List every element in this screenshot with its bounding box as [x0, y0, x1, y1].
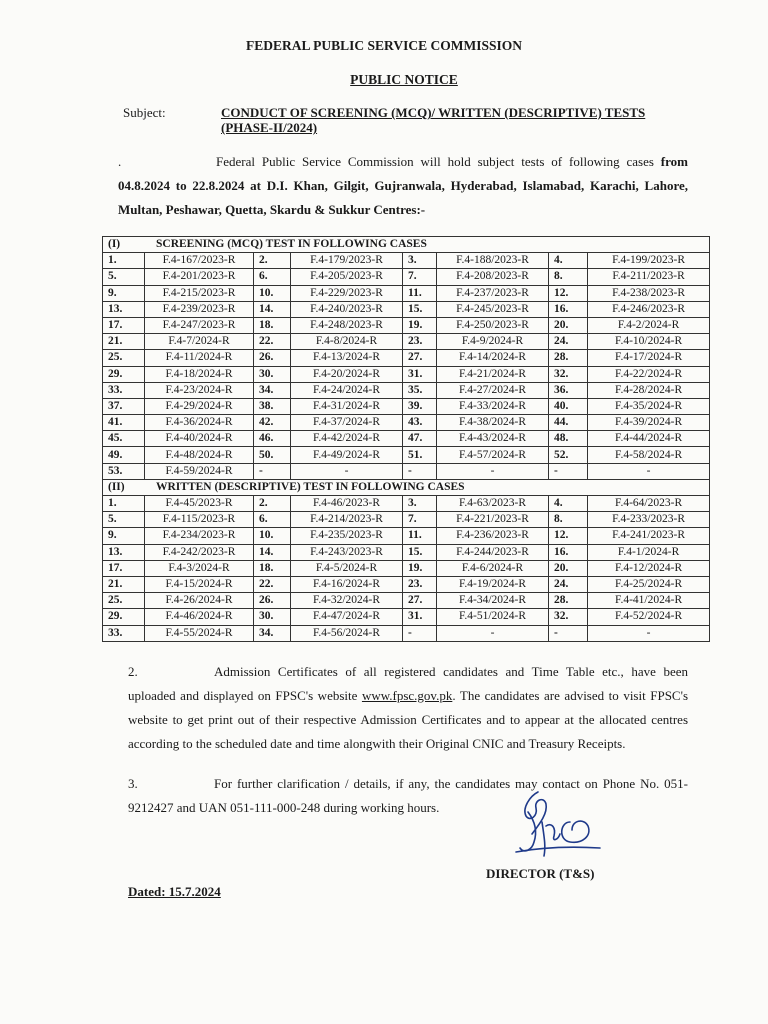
serial-number-cell: 26.: [254, 350, 291, 366]
serial-number-cell: 18.: [254, 560, 291, 576]
table-row: [103, 463, 710, 479]
serial-number-cell: 43.: [403, 415, 437, 431]
serial-number-cell: 35.: [403, 382, 437, 398]
case-number-cell: F.4-211/2023-R: [588, 269, 710, 285]
case-number-cell: F.4-43/2024-R: [437, 431, 549, 447]
case-number-cell: F.4-248/2023-R: [291, 317, 403, 333]
case-number-cell: F.4-233/2023-R: [588, 512, 710, 528]
serial-number-cell: 9.: [103, 528, 145, 544]
written-section-title: WRITTEN (DESCRIPTIVE) TEST IN FOLLOWING CASES: [156, 480, 465, 493]
case-number-cell: F.4-48/2024-R: [145, 447, 254, 463]
case-number-cell: F.4-3/2024-R: [145, 560, 254, 576]
case-number-cell: F.4-42/2024-R: [291, 431, 403, 447]
table-row: [103, 512, 710, 528]
serial-number-cell: 30.: [254, 609, 291, 625]
serial-number-cell: 23.: [403, 576, 437, 592]
case-number-cell: F.4-241/2023-R: [588, 528, 710, 544]
serial-number-cell: 29.: [103, 609, 145, 625]
serial-number-cell: 25.: [103, 350, 145, 366]
case-number-cell: F.4-25/2024-R: [588, 576, 710, 592]
case-number-cell: F.4-6/2024-R: [437, 560, 549, 576]
organization-heading: FEDERAL PUBLIC SERVICE COMMISSION: [246, 38, 522, 53]
serial-number-cell: 32.: [549, 366, 588, 382]
serial-number-cell: 24.: [549, 334, 588, 350]
written-section-header: [103, 479, 710, 495]
serial-number-cell: 15.: [403, 301, 437, 317]
serial-number-cell: 20.: [549, 317, 588, 333]
serial-number-cell: 23.: [403, 334, 437, 350]
serial-number-cell: 4.: [549, 496, 588, 512]
case-number-cell: F.4-45/2023-R: [145, 496, 254, 512]
case-number-cell: F.4-242/2023-R: [145, 544, 254, 560]
fpsc-website-link[interactable]: www.fpsc.gov.pk: [361, 688, 453, 703]
serial-number-cell: 44.: [549, 415, 588, 431]
serial-number-cell: 19.: [403, 317, 437, 333]
signature-image: [508, 782, 608, 864]
serial-number-cell: 53.: [103, 463, 145, 479]
serial-number-cell: 20.: [549, 560, 588, 576]
case-number-cell: F.4-46/2024-R: [145, 609, 254, 625]
case-number-cell: F.4-36/2024-R: [145, 415, 254, 431]
serial-number-cell: 36.: [549, 382, 588, 398]
notice-title: PUBLIC NOTICE: [350, 72, 458, 87]
table-row: [103, 625, 710, 641]
table-row: [103, 447, 710, 463]
case-number-cell: F.4-31/2024-R: [291, 398, 403, 414]
case-number-cell: F.4-188/2023-R: [437, 253, 549, 269]
serial-number-cell: 7.: [403, 269, 437, 285]
case-number-cell: F.4-13/2024-R: [291, 350, 403, 366]
case-number-cell: F.4-38/2024-R: [437, 415, 549, 431]
case-number-cell: F.4-10/2024-R: [588, 334, 710, 350]
table-row: [103, 382, 710, 398]
case-number-cell: F.4-167/2023-R: [145, 253, 254, 269]
case-number-cell: F.4-59/2024-R: [145, 463, 254, 479]
case-number-cell: F.4-27/2024-R: [437, 382, 549, 398]
intro-lead: .: [118, 154, 122, 169]
serial-number-cell: 21.: [103, 576, 145, 592]
serial-number-cell: 10.: [254, 285, 291, 301]
case-number-cell: F.4-250/2023-R: [437, 317, 549, 333]
intro-paragraph: [118, 150, 688, 222]
case-number-cell: F.4-239/2023-R: [145, 301, 254, 317]
case-number-cell: -: [437, 463, 549, 479]
case-number-cell: F.4-63/2023-R: [437, 496, 549, 512]
case-number-cell: F.4-18/2024-R: [145, 366, 254, 382]
serial-number-cell: 13.: [103, 301, 145, 317]
serial-number-cell: 22.: [254, 334, 291, 350]
case-number-cell: F.4-205/2023-R: [291, 269, 403, 285]
serial-number-cell: 45.: [103, 431, 145, 447]
case-number-cell: F.4-243/2023-R: [291, 544, 403, 560]
case-number-cell: F.4-246/2023-R: [588, 301, 710, 317]
serial-number-cell: 46.: [254, 431, 291, 447]
table-row: [103, 350, 710, 366]
serial-number-cell: 28.: [549, 350, 588, 366]
serial-number-cell: 33.: [103, 625, 145, 641]
serial-number-cell: 14.: [254, 301, 291, 317]
case-number-cell: F.4-40/2024-R: [145, 431, 254, 447]
serial-number-cell: 6.: [254, 512, 291, 528]
serial-number-cell: 14.: [254, 544, 291, 560]
case-number-cell: F.4-5/2024-R: [291, 560, 403, 576]
table-row: [103, 317, 710, 333]
case-number-cell: F.4-49/2024-R: [291, 447, 403, 463]
case-number-cell: F.4-39/2024-R: [588, 415, 710, 431]
serial-number-cell: 17.: [103, 317, 145, 333]
case-number-cell: F.4-22/2024-R: [588, 366, 710, 382]
case-number-cell: F.4-234/2023-R: [145, 528, 254, 544]
table-row: [103, 398, 710, 414]
serial-number-cell: 26.: [254, 593, 291, 609]
serial-number-cell: 40.: [549, 398, 588, 414]
case-number-cell: F.4-52/2024-R: [588, 609, 710, 625]
case-number-cell: F.4-20/2024-R: [291, 366, 403, 382]
case-number-cell: F.4-245/2023-R: [437, 301, 549, 317]
serial-number-cell: 17.: [103, 560, 145, 576]
table-row: [103, 253, 710, 269]
serial-number-cell: 12.: [549, 285, 588, 301]
serial-number-cell: 30.: [254, 366, 291, 382]
serial-number-cell: 10.: [254, 528, 291, 544]
serial-number-cell: 11.: [403, 285, 437, 301]
case-number-cell: F.4-58/2024-R: [588, 447, 710, 463]
serial-number-cell: 47.: [403, 431, 437, 447]
case-number-cell: F.4-35/2024-R: [588, 398, 710, 414]
serial-number-cell: 34.: [254, 382, 291, 398]
serial-number-cell: 34.: [254, 625, 291, 641]
case-number-cell: F.4-32/2024-R: [291, 593, 403, 609]
written-section-number: (II): [108, 480, 125, 493]
case-number-cell: F.4-34/2024-R: [437, 593, 549, 609]
serial-number-cell: 51.: [403, 447, 437, 463]
table-row: [103, 301, 710, 317]
serial-number-cell: 16.: [549, 544, 588, 560]
serial-number-cell: 2.: [254, 496, 291, 512]
serial-number-cell: 21.: [103, 334, 145, 350]
intro-text: Federal Public Service Commission will hold subject tests of following cases: [216, 154, 661, 169]
case-number-cell: F.4-46/2023-R: [291, 496, 403, 512]
serial-number-cell: 16.: [549, 301, 588, 317]
serial-number-cell: 41.: [103, 415, 145, 431]
serial-number-cell: 25.: [103, 593, 145, 609]
case-number-cell: F.4-16/2024-R: [291, 576, 403, 592]
serial-number-cell: 29.: [103, 366, 145, 382]
case-number-cell: F.4-33/2024-R: [437, 398, 549, 414]
table-row: [103, 285, 710, 301]
serial-number-cell: 4.: [549, 253, 588, 269]
serial-number-cell: 27.: [403, 593, 437, 609]
case-number-cell: F.4-12/2024-R: [588, 560, 710, 576]
screening-section-number: (I): [108, 238, 121, 251]
serial-number-cell: 49.: [103, 447, 145, 463]
case-number-cell: F.4-2/2024-R: [588, 317, 710, 333]
table-row: [103, 528, 710, 544]
serial-number-cell: 19.: [403, 560, 437, 576]
serial-number-cell: 11.: [403, 528, 437, 544]
case-number-cell: F.4-26/2024-R: [145, 593, 254, 609]
table-row: [103, 334, 710, 350]
case-number-cell: F.4-235/2023-R: [291, 528, 403, 544]
serial-number-cell: 3.: [403, 496, 437, 512]
serial-number-cell: 6.: [254, 269, 291, 285]
subject-text: CONDUCT OF SCREENING (MCQ)/ WRITTEN (DESCRIPTIVE) TESTS (PHASE-II/2024): [221, 105, 646, 135]
serial-number-cell: 15.: [403, 544, 437, 560]
case-number-cell: F.4-15/2024-R: [145, 576, 254, 592]
paragraph-2-text: Admission Certificates of all registered candidates and Time Table etc., have been uploaded and displayed on FPSC's website: [128, 664, 688, 703]
paragraph-2-text-end: . The candidates are advised to visit FPSC's website to get print out of their respective Admission Certificates and to appear at the allocated centres according to the scheduled date and time alongwith their Original CNIC and Treasury Receipts.: [128, 688, 689, 751]
case-number-cell: F.4-47/2024-R: [291, 609, 403, 625]
case-number-cell: F.4-199/2023-R: [588, 253, 710, 269]
signatory-designation: DIRECTOR (T&S): [486, 866, 595, 881]
serial-number-cell: 13.: [103, 544, 145, 560]
case-number-cell: F.4-23/2024-R: [145, 382, 254, 398]
case-number-cell: F.4-201/2023-R: [145, 269, 254, 285]
serial-number-cell: 38.: [254, 398, 291, 414]
case-number-cell: F.4-237/2023-R: [437, 285, 549, 301]
serial-number-cell: 7.: [403, 512, 437, 528]
serial-number-cell: 5.: [103, 512, 145, 528]
serial-number-cell: 9.: [103, 285, 145, 301]
serial-number-cell: 31.: [403, 366, 437, 382]
table-row: [103, 609, 710, 625]
case-number-cell: F.4-14/2024-R: [437, 350, 549, 366]
serial-number-cell: 3.: [403, 253, 437, 269]
serial-number-cell: 27.: [403, 350, 437, 366]
case-number-cell: F.4-238/2023-R: [588, 285, 710, 301]
serial-number-cell: 33.: [103, 382, 145, 398]
case-number-cell: -: [588, 625, 710, 641]
table-row: [103, 593, 710, 609]
case-number-cell: F.4-1/2024-R: [588, 544, 710, 560]
case-number-cell: F.4-179/2023-R: [291, 253, 403, 269]
table-row: [103, 544, 710, 560]
serial-number-cell: 32.: [549, 609, 588, 625]
serial-number-cell: 22.: [254, 576, 291, 592]
serial-number-cell: 8.: [549, 269, 588, 285]
case-number-cell: F.4-41/2024-R: [588, 593, 710, 609]
paragraph-2: [128, 660, 688, 756]
case-number-cell: F.4-24/2024-R: [291, 382, 403, 398]
case-number-cell: F.4-51/2024-R: [437, 609, 549, 625]
case-number-cell: F.4-21/2024-R: [437, 366, 549, 382]
case-number-cell: F.4-44/2024-R: [588, 431, 710, 447]
case-number-cell: F.4-208/2023-R: [437, 269, 549, 285]
case-number-cell: -: [588, 463, 710, 479]
serial-number-cell: 24.: [549, 576, 588, 592]
case-number-cell: F.4-29/2024-R: [145, 398, 254, 414]
serial-number-cell: 52.: [549, 447, 588, 463]
case-number-cell: F.4-8/2024-R: [291, 334, 403, 350]
table-row: [103, 560, 710, 576]
subject-label: Subject:: [123, 105, 166, 120]
serial-number-cell: -: [403, 625, 437, 641]
cases-table: [102, 236, 710, 642]
case-number-cell: F.4-28/2024-R: [588, 382, 710, 398]
serial-number-cell: 5.: [103, 269, 145, 285]
date-line: Dated: 15.7.2024: [128, 884, 221, 899]
serial-number-cell: 2.: [254, 253, 291, 269]
case-number-cell: F.4-240/2023-R: [291, 301, 403, 317]
serial-number-cell: -: [549, 625, 588, 641]
table-row: [103, 431, 710, 447]
serial-number-cell: -: [403, 463, 437, 479]
case-number-cell: F.4-57/2024-R: [437, 447, 549, 463]
case-number-cell: F.4-11/2024-R: [145, 350, 254, 366]
serial-number-cell: 39.: [403, 398, 437, 414]
case-number-cell: F.4-244/2023-R: [437, 544, 549, 560]
case-number-cell: F.4-7/2024-R: [145, 334, 254, 350]
serial-number-cell: 1.: [103, 496, 145, 512]
case-number-cell: F.4-64/2023-R: [588, 496, 710, 512]
serial-number-cell: 1.: [103, 253, 145, 269]
serial-number-cell: 31.: [403, 609, 437, 625]
serial-number-cell: 48.: [549, 431, 588, 447]
serial-number-cell: 37.: [103, 398, 145, 414]
case-number-cell: F.4-115/2023-R: [145, 512, 254, 528]
screening-section-header: [103, 237, 710, 253]
case-number-cell: F.4-215/2023-R: [145, 285, 254, 301]
case-number-cell: F.4-236/2023-R: [437, 528, 549, 544]
paragraph-2-number: 2.: [128, 664, 138, 679]
case-number-cell: F.4-247/2023-R: [145, 317, 254, 333]
case-number-cell: F.4-9/2024-R: [437, 334, 549, 350]
serial-number-cell: 12.: [549, 528, 588, 544]
case-number-cell: -: [437, 625, 549, 641]
table-row: [103, 366, 710, 382]
paragraph-3-number: 3.: [128, 776, 138, 791]
table-row: [103, 496, 710, 512]
table-row: [103, 576, 710, 592]
case-number-cell: F.4-221/2023-R: [437, 512, 549, 528]
table-row: [103, 415, 710, 431]
serial-number-cell: 50.: [254, 447, 291, 463]
serial-number-cell: 42.: [254, 415, 291, 431]
serial-number-cell: -: [254, 463, 291, 479]
case-number-cell: F.4-55/2024-R: [145, 625, 254, 641]
case-number-cell: F.4-214/2023-R: [291, 512, 403, 528]
paragraph-3-text: For further clarification / details, if any, the candidates may contact on Phone No. 051-9212427 and UAN 051-111-000-248 during working hours.: [128, 776, 688, 815]
table-row: [103, 269, 710, 285]
serial-number-cell: 18.: [254, 317, 291, 333]
case-number-cell: -: [291, 463, 403, 479]
case-number-cell: F.4-37/2024-R: [291, 415, 403, 431]
case-number-cell: F.4-229/2023-R: [291, 285, 403, 301]
serial-number-cell: 8.: [549, 512, 588, 528]
case-number-cell: F.4-19/2024-R: [437, 576, 549, 592]
intro-dates-centres: from 04.8.2024 to 22.8.2024 at D.I. Khan, Gilgit, Gujranwala, Hyderabad, Islamabad, Karachi, Lahore, Multan, Peshawar, Quetta, Skardu & Sukkur Centres:-: [118, 154, 688, 217]
serial-number-cell: -: [549, 463, 588, 479]
case-number-cell: F.4-17/2024-R: [588, 350, 710, 366]
case-number-cell: F.4-56/2024-R: [291, 625, 403, 641]
screening-section-title: SCREENING (MCQ) TEST IN FOLLOWING CASES: [156, 238, 427, 251]
serial-number-cell: 28.: [549, 593, 588, 609]
